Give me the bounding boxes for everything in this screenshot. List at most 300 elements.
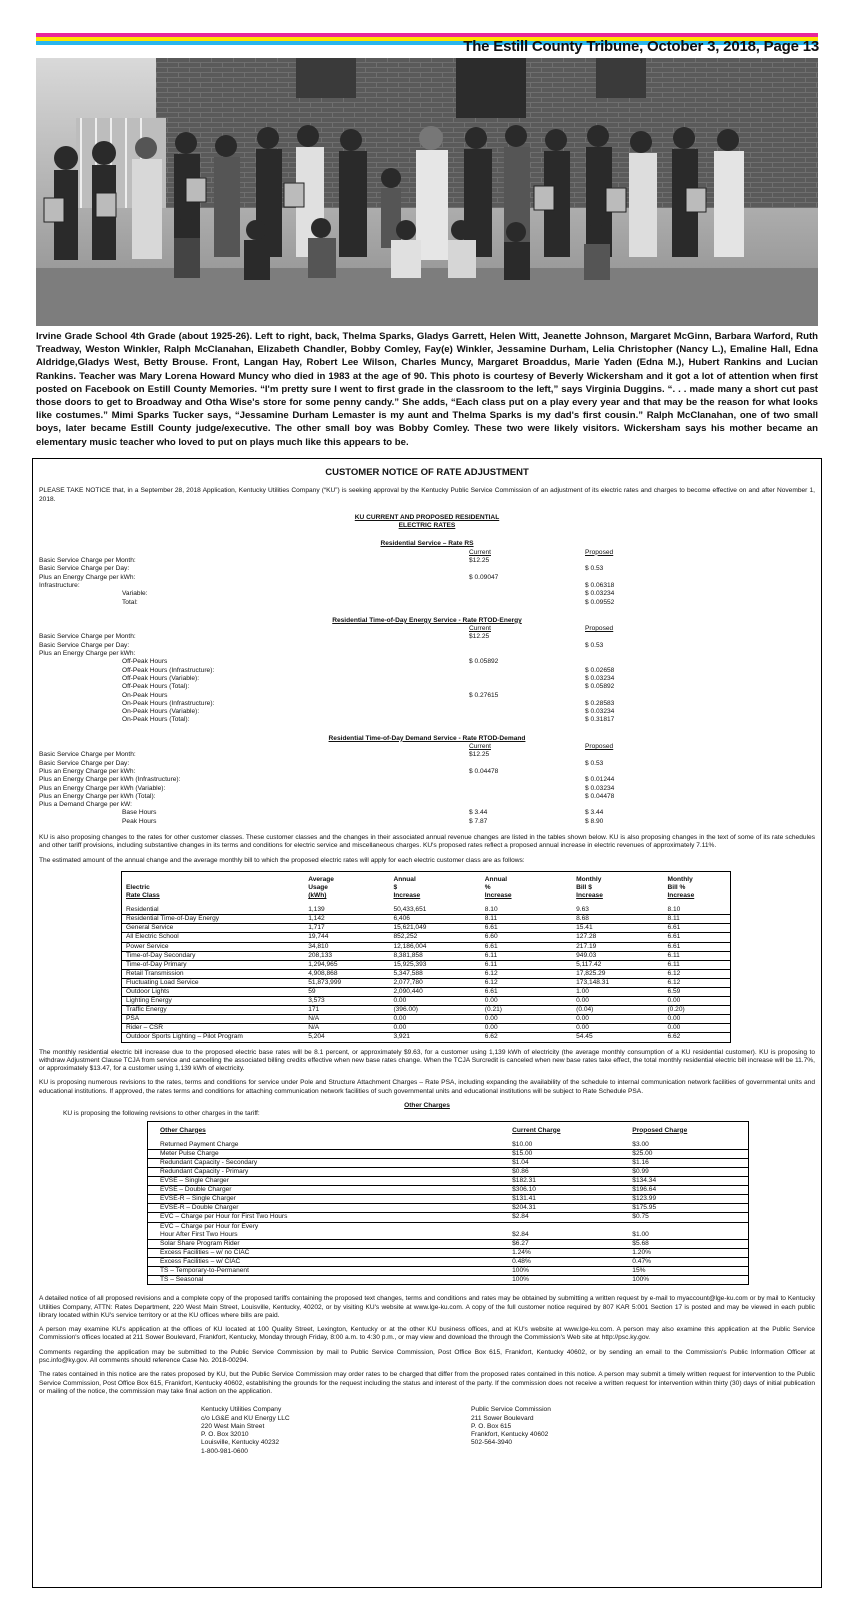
other-table-header (148, 1121, 749, 1141)
rate-label: Basic Service Charge per Month: (39, 751, 136, 759)
rate-label: Plus an Energy Charge per kWh: (39, 573, 136, 581)
table-cell: 6.62 (663, 1033, 730, 1042)
table-cell: 8.68 (572, 915, 663, 924)
current-value: $ 0.09047 (469, 573, 499, 581)
proposed-value: $ 0.28583 (585, 699, 615, 707)
table-cell: $3.00 (628, 1141, 748, 1150)
rate-row (39, 650, 815, 658)
table-cell: $306.10 (508, 1186, 628, 1195)
rate-rtod-demand-header (39, 743, 815, 751)
current-header: Current (469, 625, 491, 633)
table-cell: 6.11 (663, 960, 730, 969)
other-charges-title: Other Charges (404, 1102, 450, 1110)
table-row (122, 969, 731, 978)
table-cell: 6.61 (663, 942, 730, 951)
paragraph-examine: A person may examine KU's application at the offices of KU located at 100 Quality Street, Lexington, Kentucky or at the other KU business offices, and at KU's website at www.lge-ku.com. A person may also examine this application at the Public Service Commission's offices located at 211 Sower Boulevard, Frankfort, Kentucky, Monday through Friday, 8:00 a.m. to 4:30 p.m., or may view and download the through the Commission's Web site at http://psc.ky.gov. (39, 1326, 815, 1342)
table-row (148, 1213, 749, 1222)
table-cell: Residential Time-of-Day Energy (122, 915, 305, 924)
table-cell: 0.00 (481, 1015, 572, 1024)
table-cell: 6.12 (663, 978, 730, 987)
table-cell: Time-of-Day Primary (122, 960, 305, 969)
rate-blocks (39, 540, 815, 826)
rate-row (39, 751, 815, 759)
table-row (122, 951, 731, 960)
rate-rs-header (39, 549, 815, 557)
rate-rs-block (39, 540, 815, 606)
table-cell: 59 (304, 988, 389, 997)
proposed-value: $ 0.53 (585, 565, 604, 573)
table-cell: 6.61 (481, 988, 572, 997)
table-cell: 15.41 (572, 924, 663, 933)
table-row (148, 1177, 749, 1186)
paragraph-detailed-notice: A detailed notice of all proposed revisions and a complete copy of the proposed tariffs containing the proposed text changes, terms and conditions and rates may be obtained by submitting a written request by e-mail to myaccount@lge-ku.com or by mail to Kentucky Utilities Company, ATTN: Rates Department, 220 West Main Street, Louisville, Kentucky, 40202, or by visiting KU's website at www.lge-ku.com. A copy of the full customer notice required by 807 KAR 5:001 Section 17 is posted and may be viewed in each public library located within KU's service territory or at the KU offices where bills are paid. (39, 1295, 815, 1319)
proposed-value: $ 0.06318 (585, 581, 615, 589)
rate-row (39, 700, 815, 708)
table-cell: EVSE-R – Single Charger (148, 1195, 509, 1204)
table-cell: 34,810 (304, 942, 389, 951)
table-row (148, 1158, 749, 1167)
rate-label: On-Peak Hours (Total): (122, 716, 190, 724)
current-value: $ 0.27615 (469, 691, 499, 699)
rate-label: Plus an Energy Charge per kWh (Total): (39, 792, 156, 800)
rate-label: Off-Peak Hours (Infrastructure): (122, 666, 215, 674)
rate-label: On-Peak Hours (Infrastructure): (122, 699, 215, 707)
table-cell: 1,139 (304, 906, 389, 915)
proposed-value: $ 0.03234 (585, 784, 615, 792)
table-cell: 217.19 (572, 942, 663, 951)
rate-row (39, 809, 815, 817)
table-cell: 6.61 (663, 933, 730, 942)
rate-row (39, 590, 815, 598)
table-cell: 3,573 (304, 997, 389, 1006)
rate-label: Peak Hours (122, 817, 157, 825)
table-row (122, 1006, 731, 1015)
rate-adjustment-notice (32, 458, 822, 1588)
column-header: Current Charge (512, 1126, 561, 1134)
rate-rs-title: Residential Service – Rate RS (380, 540, 474, 548)
class-table-header (122, 871, 731, 900)
table-cell: 6.61 (481, 942, 572, 951)
table-cell: 6.12 (663, 969, 730, 978)
rate-row (39, 557, 815, 565)
table-row (148, 1186, 749, 1195)
table-cell: 173,148.31 (572, 978, 663, 987)
table-cell: (396.00) (389, 1006, 480, 1015)
table-cell: 8.11 (663, 915, 730, 924)
rate-label: Plus an Energy Charge per kWh (Infrastructure): (39, 776, 181, 784)
proposed-value: $ 0.03234 (585, 708, 615, 716)
table-cell: 15% (628, 1267, 748, 1276)
table-cell: 0.00 (389, 997, 480, 1006)
table-cell: Excess Facilities – w/ no CIAC (148, 1248, 509, 1257)
table-cell: 54.45 (572, 1033, 663, 1042)
column-header: Annual $ Increase (393, 875, 421, 900)
table-row (122, 924, 731, 933)
column-header: Annual % Increase (484, 875, 512, 900)
rate-row (39, 768, 815, 776)
paragraph-comments: Comments regarding the application may be submitted to the Public Service Commission by mail to Public Service Commission, Post Office Box 615, Frankfort, Kentucky 40602, or by sending an email to the Commission's Public Information Officer at psc.info@ky.gov. All comments should reference Case No. 2018-00294. (39, 1348, 815, 1365)
current-value: $ 0.04478 (469, 767, 499, 775)
table-cell: Excess Facilities – w/ CIAC (148, 1257, 509, 1266)
rate-row (39, 708, 815, 716)
column-header: Other Charges (160, 1126, 206, 1134)
table-cell: 50,433,651 (389, 906, 480, 915)
table-cell: EVSE – Single Charger (148, 1177, 509, 1186)
table-cell: 208,133 (304, 951, 389, 960)
table-cell: (0.04) (572, 1006, 663, 1015)
table-cell: $134.34 (628, 1177, 748, 1186)
table-row (148, 1267, 749, 1276)
table-cell: (0.20) (663, 1006, 730, 1015)
table-cell: 2,077,780 (389, 978, 480, 987)
table-cell: EVC – Charge per Hour for Every Hour After First Two Hours (148, 1222, 509, 1239)
other-charges-intro: KU is proposing the following revisions to other charges in the tariff: (63, 1110, 260, 1118)
rate-label: Basic Service Charge per Day: (39, 565, 130, 573)
table-cell: $1.16 (628, 1158, 748, 1167)
ku-address (201, 1406, 290, 1456)
table-cell: 1,294,965 (304, 960, 389, 969)
addresses (39, 1406, 815, 1486)
table-cell: General Service (122, 924, 305, 933)
table-cell: 8.10 (481, 906, 572, 915)
current-value: $12.25 (469, 751, 490, 759)
table-cell: 0.48% (508, 1257, 628, 1266)
table-row (148, 1257, 749, 1266)
table-cell: Outdoor Lights (122, 988, 305, 997)
paragraph-intervention: The rates contained in this notice are the rates proposed by KU, but the Public Service Commission may order rates to be charged that differ from the proposed rates contained in this notice. A person may submit a timely written request for intervention to the Public Service Commission, Post Office Box 615, Frankfort, Kentucky 40602, establishing the grounds for the request including the status and interest of the party. If the commission does not receive a written request for intervention within thirty (30) days of initial publication or mailing of the notice, the commission may take final action on the application. (39, 1371, 815, 1395)
table-row (148, 1248, 749, 1257)
table-row (122, 942, 731, 951)
table-cell: EVSE – Double Charger (148, 1186, 509, 1195)
table-cell: $2.84 (508, 1222, 628, 1239)
paragraph-psa: KU is proposing numerous revisions to the rates, terms and conditions for service under Pole and Structure Attachment Charges – Rate PSA, including expanding the availability of the schedule to internal communication network facilities of governmental units and educational institutions. If approved, the rates terms and conditions for attaching communication network facilities of such governmental units and educational institutions will be subject to Rate Schedule PSA. (39, 1079, 815, 1095)
rate-label: Total: (122, 598, 138, 606)
table-cell: N/A (304, 1015, 389, 1024)
table-cell: Redundant Capacity - Secondary (148, 1158, 509, 1167)
table-cell: $10.00 (508, 1141, 628, 1150)
rate-row (39, 716, 815, 724)
table-cell: EVC – Charge per Hour for First Two Hours (148, 1213, 509, 1222)
table-cell: Redundant Capacity - Primary (148, 1168, 509, 1177)
table-cell: Traffic Energy (122, 1006, 305, 1015)
table-cell: $2.84 (508, 1213, 628, 1222)
table-cell: 127.28 (572, 933, 663, 942)
table-cell: 17,825.29 (572, 969, 663, 978)
table-cell: 6.59 (663, 988, 730, 997)
table-cell: 0.00 (663, 997, 730, 1006)
proposed-header: Proposed (585, 625, 614, 633)
rate-row (39, 565, 815, 573)
notice-title: CUSTOMER NOTICE OF RATE ADJUSTMENT (325, 467, 529, 478)
proposed-header: Proposed (585, 743, 614, 751)
table-cell: 0.00 (481, 997, 572, 1006)
table-cell: 0.00 (663, 1024, 730, 1033)
table-cell: 8.11 (481, 915, 572, 924)
rate-rtod-demand-block (39, 735, 815, 826)
table-cell: 15,621,049 (389, 924, 480, 933)
rate-row (39, 776, 815, 784)
rate-label: Basic Service Charge per Month: (39, 633, 136, 641)
column-header: Monthly Bill % Increase (667, 875, 695, 900)
rate-row (39, 582, 815, 590)
table-cell: EVSE-R – Double Charger (148, 1204, 509, 1213)
rates-title: KU CURRENT AND PROPOSED RESIDENTIAL ELECTRIC RATES (354, 513, 500, 530)
table-cell: 6.61 (663, 924, 730, 933)
current-value: $ 3.44 (469, 809, 488, 817)
address-line: 502-564-3940 (471, 1439, 513, 1447)
proposed-value: $ 3.44 (585, 809, 604, 817)
table-cell: 0.00 (389, 1015, 480, 1024)
table-cell: 8.10 (663, 906, 730, 915)
proposed-value: $ 0.04478 (585, 792, 615, 800)
table-cell: 9.63 (572, 906, 663, 915)
page-masthead: The Estill County Tribune, October 3, 2018, Page 13 (463, 38, 819, 55)
current-header: Current (469, 548, 491, 556)
table-cell: $131.41 (508, 1195, 628, 1204)
table-cell: 1,717 (304, 924, 389, 933)
table-cell: $196.64 (628, 1186, 748, 1195)
address-line: 211 Sower Boulevard (471, 1414, 534, 1422)
address-line: P. O. Box 615 (471, 1422, 512, 1430)
table-cell: Residential (122, 906, 305, 915)
rate-class-table (121, 871, 731, 1043)
rate-row (39, 785, 815, 793)
psc-address (471, 1406, 551, 1447)
table-cell: 6,406 (389, 915, 480, 924)
table-cell: Power Service (122, 942, 305, 951)
table-cell: 15,925,393 (389, 960, 480, 969)
proposed-header: Proposed (585, 548, 614, 556)
table-cell: Returned Payment Charge (148, 1141, 509, 1150)
rate-row (39, 658, 815, 666)
table-cell: 1.20% (628, 1248, 748, 1257)
table-cell: 6.60 (481, 933, 572, 942)
rate-rtod-energy-title: Residential Time-of-Day Energy Service - Rate RTOD-Energy (332, 616, 522, 624)
rate-row (39, 793, 815, 801)
rate-row (39, 675, 815, 683)
table-cell: 5,117.42 (572, 960, 663, 969)
table-cell: $25.00 (628, 1149, 748, 1158)
table-cell: 0.00 (572, 1015, 663, 1024)
current-value: $12.25 (469, 633, 490, 641)
table-cell: 5,204 (304, 1033, 389, 1042)
column-header: Electric Rate Class (126, 883, 160, 900)
notice-intro: PLEASE TAKE NOTICE that, in a September 28, 2018 Application, Kentucky Utilities Company (“KU”) is seeking approval by the Kentucky Public Service Commission of an adjustment of its electric rates and charges to become effective on and after November 1, 2018. (39, 487, 815, 503)
current-value: $12.25 (469, 557, 490, 565)
table-cell: $6.27 (508, 1239, 628, 1248)
proposed-value: $ 0.09552 (585, 598, 615, 606)
proposed-value: $ 0.03234 (585, 674, 615, 682)
table-cell: 6.62 (481, 1033, 572, 1042)
table-cell: Lighting Energy (122, 997, 305, 1006)
proposed-value: $ 0.05892 (585, 683, 615, 691)
table-cell: 6.12 (481, 978, 572, 987)
rate-label: Plus an Energy Charge per kWh (Variable): (39, 784, 166, 792)
rate-label: Plus an Energy Charge per kWh: (39, 650, 136, 658)
table-cell: 1,142 (304, 915, 389, 924)
table-row (148, 1276, 749, 1285)
address-line: Public Service Commission (471, 1406, 551, 1414)
table-cell: 6.12 (481, 969, 572, 978)
address-line: P. O. Box 32010 (201, 1431, 249, 1439)
table-cell: $182.31 (508, 1177, 628, 1186)
table-cell: 0.47% (628, 1257, 748, 1266)
current-header: Current (469, 743, 491, 751)
table-cell: 6.11 (663, 951, 730, 960)
rate-label: Off-Peak Hours (Variable): (122, 674, 200, 682)
table-cell: TS – Seasonal (148, 1276, 509, 1285)
paragraph-estimated: The estimated amount of the annual change and the average monthly bill to which the proposed electric rates will apply for each electric customer class are as follows: (39, 856, 525, 864)
table-cell: $175.95 (628, 1204, 748, 1213)
table-cell: 6.11 (481, 960, 572, 969)
rate-row (39, 599, 815, 607)
table-row (148, 1149, 749, 1158)
rate-label: Basic Service Charge per Day: (39, 641, 130, 649)
rate-rtod-demand-title: Residential Time-of-Day Demand Service - Rate RTOD-Demand (328, 734, 526, 742)
table-row (122, 933, 731, 942)
rate-row (39, 760, 815, 768)
proposed-value: $ 0.31817 (585, 716, 615, 724)
table-cell: $1.00 (628, 1222, 748, 1239)
table-cell: TS – Temporary-to-Permanent (148, 1267, 509, 1276)
table-cell: 4,908,868 (304, 969, 389, 978)
rate-row (39, 574, 815, 582)
table-cell: Solar Share Program Rider (148, 1239, 509, 1248)
table-cell: 0.00 (389, 1024, 480, 1033)
column-header: Monthly Bill $ Increase (576, 875, 603, 900)
rate-label: Off-Peak Hours (122, 658, 168, 666)
table-row (122, 915, 731, 924)
table-cell: Meter Pulse Charge (148, 1149, 509, 1158)
table-cell: 3,921 (389, 1033, 480, 1042)
current-value: $ 7.87 (469, 817, 488, 825)
table-row (122, 1024, 731, 1033)
table-row (122, 978, 731, 987)
table-cell: $123.99 (628, 1195, 748, 1204)
photo-caption: Irvine Grade School 4th Grade (about 1925-26). Left to right, back, Thelma Sparks, Gladys Garrett, Helen Witt, Jeanette Johnson, Margaret McGinn, Barbara Warford, Ruth Treadway, Weston Winkler, Ralph McClanahan, Elizabeth Chandler, Bobby Comley, Fay(e) Winkler, Jessamine Durham, Lelia Christopher (Nancy L.), Emaline Hall, Edna Aldridge,Gladys West, Betty Brouse. Front, Langan Hay, Robert Lee Wilson, Charles Muncy, Margaret Broaddus, Marie Yaden (Edna M.), Hubert Rankins and Lucian Rankins. Teacher was Mary Lorena Howard Muncy who died in 1983 at the age of 90. This photo is courtesy of Beverly Wickersham and it got a lot of attention when first posted on Facebook on Estill County Memories. “I'm pretty sure I went to first grade in the classroom to the left,” says Virginia Duggins. “. . . made many a short cut past those doors to get to Broadway and Otha Wise's store for some penny candy.” She adds, “Each class put on a play every year and that may be the reason for what looks like costumes.” Mimi Sparks Tucker says, “Jessamine Durham Lemaster is my aunt and Thelma Sparks is my dad's first cousin.” Ralph McClanahan, one of two small boys, later became Estill County judge/executive. The other small boy was Bobby Comley. These two were likely visitors. Wickersham says his mother became an elementary music teacher who loved to put on plays much like this appears to be. (36, 331, 818, 448)
table-cell: 0.00 (572, 1024, 663, 1033)
rate-label: Plus an Energy Charge per kWh: (39, 767, 136, 775)
table-cell: N/A (304, 1024, 389, 1033)
table-cell: Time-of-Day Secondary (122, 951, 305, 960)
address-line: c/o LG&E and KU Energy LLC (201, 1414, 290, 1422)
table-cell: 949.03 (572, 951, 663, 960)
table-row (122, 906, 731, 915)
table-cell: 0.00 (481, 1024, 572, 1033)
rate-row (39, 692, 815, 700)
table-cell: 1.24% (508, 1248, 628, 1257)
table-cell: (0.21) (481, 1006, 572, 1015)
table-cell: 100% (628, 1276, 748, 1285)
table-cell: Outdoor Sports Lighting – Pilot Program (122, 1033, 305, 1042)
rate-label: On-Peak Hours (122, 691, 168, 699)
rate-label: Basic Service Charge per Day: (39, 759, 130, 767)
proposed-value: $ 0.01244 (585, 776, 615, 784)
table-cell: 6.11 (481, 951, 572, 960)
rate-label: Base Hours (122, 809, 157, 817)
current-value: $ 0.05892 (469, 658, 499, 666)
table-cell: Retail Transmission (122, 969, 305, 978)
table-cell: $1.04 (508, 1158, 628, 1167)
table-cell: Rider – CSR (122, 1024, 305, 1033)
table-row (122, 997, 731, 1006)
table-cell: 100% (508, 1267, 628, 1276)
table-cell: $0.86 (508, 1168, 628, 1177)
table-row (148, 1204, 749, 1213)
rate-row (39, 683, 815, 691)
table-cell: 0.00 (572, 997, 663, 1006)
table-cell: 19,744 (304, 933, 389, 942)
address-line: Kentucky Utilities Company (201, 1406, 282, 1414)
rate-rtod-energy-block (39, 617, 815, 725)
proposed-value: $ 8.90 (585, 817, 604, 825)
address-line: 220 West Main Street (201, 1422, 265, 1430)
class-photo (36, 58, 818, 326)
table-cell: 12,186,004 (389, 942, 480, 951)
proposed-value: $ 0.53 (585, 641, 604, 649)
table-row (122, 1033, 731, 1042)
address-line: Frankfort, Kentucky 40602 (471, 1431, 549, 1439)
table-cell: 1.00 (572, 988, 663, 997)
table-cell: 2,090,440 (389, 988, 480, 997)
table-row (148, 1222, 749, 1239)
table-row (148, 1195, 749, 1204)
rate-label: Plus a Demand Charge per kW: (39, 801, 132, 809)
rate-row (39, 642, 815, 650)
table-row (122, 960, 731, 969)
rate-label: On-Peak Hours (Variable): (122, 708, 200, 716)
column-header: Average Usage (kWh) (308, 875, 334, 900)
rate-row (39, 633, 815, 641)
table-cell: $0.99 (628, 1168, 748, 1177)
table-cell: Fluctuating Load Service (122, 978, 305, 987)
table-cell: $204.31 (508, 1204, 628, 1213)
paragraph-monthly-bill: The monthly residential electric bill increase due to the proposed electric base rates will be 8.1 percent, or approximately $9.63, for a customer using 1,139 kWh of electricity (the average monthly consumption of a KU residential customer). KU is proposing to withdraw Adjustment Clause TCJA from service and cancelling the associated billing credits effective when new base rates change. When the TCJA Surcredit is canceled when new base rates take effect, the total monthly residential electric bill increase will be 11.7%, or approximately $13.47, for a customer using 1,139 kWh of electricity. (39, 1048, 815, 1073)
table-cell: 171 (304, 1006, 389, 1015)
table-cell: 5,347,588 (389, 969, 480, 978)
paragraph-other-classes: KU is also proposing changes to the rates for other customer classes. These customer classes and the changes in their associated annual revenue changes are listed in the tables shown below. KU is also proposing changes in the text of some of its rate schedules and other tariff provisions, including substantive changes in its terms and conditions for electric service and miscellaneous charges. KU's proposed rates reflect a proposed annual increase in electric revenues of approximately 7.11%. (39, 833, 815, 850)
rate-rtod-energy-header (39, 625, 815, 633)
proposed-value: $ 0.53 (585, 759, 604, 767)
table-cell: 0.00 (663, 1015, 730, 1024)
rate-label: Off-Peak Hours (Total): (122, 683, 190, 691)
table-row (148, 1168, 749, 1177)
table-cell: PSA (122, 1015, 305, 1024)
address-line: 1-800-981-0600 (201, 1447, 248, 1455)
address-line: Louisville, Kentucky 40232 (201, 1439, 280, 1447)
table-row (122, 988, 731, 997)
table-cell: 51,873,999 (304, 978, 389, 987)
table-cell: $5.68 (628, 1239, 748, 1248)
column-header: Proposed Charge (632, 1126, 688, 1134)
rate-row (39, 818, 815, 826)
table-cell: $0.75 (628, 1213, 748, 1222)
rate-row (39, 801, 815, 809)
table-cell: 100% (508, 1276, 628, 1285)
table-cell: 852,252 (389, 933, 480, 942)
table-cell: All Electric School (122, 933, 305, 942)
table-row (148, 1239, 749, 1248)
table-row (122, 1015, 731, 1024)
rate-label: Variable: (122, 590, 148, 598)
other-charges-table (147, 1121, 749, 1286)
proposed-value: $ 0.03234 (585, 590, 615, 598)
table-cell: 8,381,858 (389, 951, 480, 960)
rate-label: Infrastructure: (39, 581, 80, 589)
proposed-value: $ 0.02658 (585, 666, 615, 674)
rate-row (39, 667, 815, 675)
table-cell: $15.00 (508, 1149, 628, 1158)
